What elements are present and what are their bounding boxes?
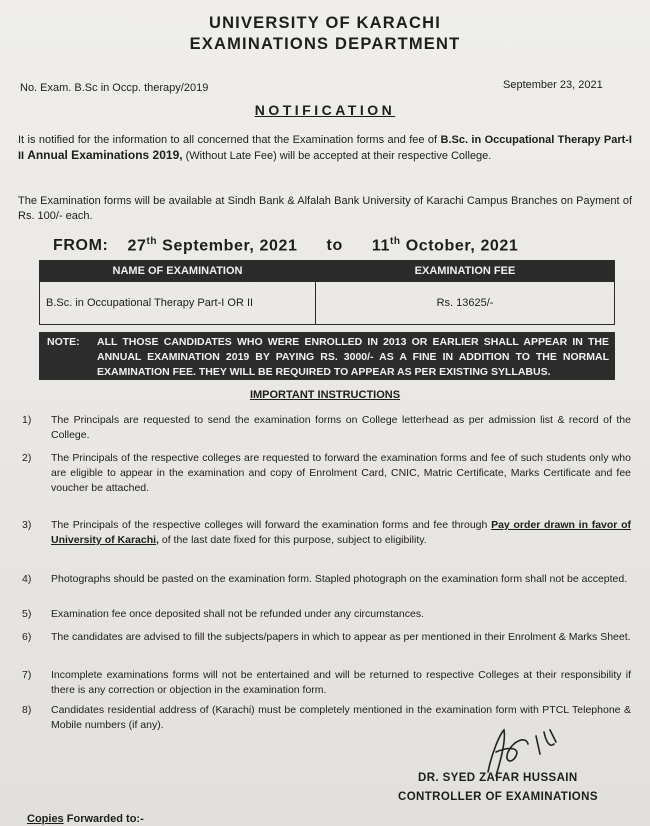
exam-session: Annual Examinations 2019,: [27, 148, 183, 162]
fee-table: [39, 260, 615, 325]
from-label: FROM:: [53, 237, 109, 255]
exam-fee-cell: Rs. 13625/-: [316, 282, 615, 325]
note-box: [39, 332, 615, 380]
note-label: NOTE:: [47, 336, 80, 348]
item-number: 4): [22, 573, 32, 585]
item-text: Incomplete examinations forms will not be entertained and will be returned to respective Colleges at their responsibility if there is any correction or objection in the examination form.: [51, 669, 631, 696]
note-text: ALL THOSE CANDIDATES WHO WERE ENROLLED IN 2013 OR EARLIER SHALL APPEAR IN THE ANNUAL EXAMINATION 2019 BY PAYING RS. 3000/- AS A FINE IN ADDITION TO THE NORMAL EXAMINATION FEE. THEY WILL BE REQUIRED TO APPEAR AS PER EXISTING SYLLABUS.: [97, 336, 609, 378]
notice-text-intro: It is notified for the information to all concerned that the Examination forms and fee of: [18, 134, 438, 146]
item-text: Candidates residential address of (Karachi) must be completely mentioned in the examination form with PTCL Telephone & Mobile numbers (if any).: [51, 704, 631, 731]
item-text: The Principals of the respective colleges are requested to forward the examination forms and fee of such students only who are eligible to appear in the examination and copy of Enrolment Card, CNIC, Matric Certificate, Marks Certificate and fee voucher be attached.: [51, 452, 631, 494]
instructions-heading: IMPORTANT INSTRUCTIONS: [249, 389, 401, 401]
fee-table-header: [40, 261, 615, 282]
signatory-title: CONTROLLER OF EXAMINATIONS: [398, 791, 598, 803]
end-date: October, 2021: [405, 237, 519, 255]
item-text: The candidates are advised to fill the subjects/papers in which to appear as per mentioned in their Enrolment & Marks Sheet.: [51, 631, 631, 643]
notice-text-rest: (Without Late Fee) will be accepted at their respective College.: [185, 150, 492, 162]
notice-paragraph: [18, 133, 632, 164]
item-text: Photographs should be pasted on the examination form. Stapled photograph on the examination form shall not be accepted.: [51, 573, 628, 585]
item-text-end: of the last date fixed for this purpose, subject to eligibility.: [161, 534, 427, 546]
header-exam-fee: EXAMINATION FEE: [316, 261, 615, 282]
to-label: to: [326, 237, 343, 255]
item-text-start: The Principals of the respective colleges will forward the examination forms and fee through: [51, 519, 488, 531]
availability-paragraph: The Examination forms will be available at Sindh Bank & Alfalah Bank University of Karachi Campus Branches on Payment of Rs. 100/- each.: [18, 195, 632, 222]
item-number: 1): [22, 414, 32, 426]
item-number: 5): [22, 608, 32, 620]
signatory-name: DR. SYED ZAFAR HUSSAIN: [418, 772, 578, 784]
item-text: [51, 518, 631, 548]
header-exam-name: NAME OF EXAMINATION: [40, 261, 316, 282]
end-day: 11: [371, 237, 390, 255]
item-number: 2): [22, 452, 32, 464]
schedule-line: [53, 236, 613, 255]
start-suffix: th: [146, 236, 158, 247]
reference-number: No. Exam. B.Sc in Occp. therapy/2019: [20, 82, 209, 94]
copies-rest: Forwarded to:-: [66, 813, 144, 825]
item-number: 3): [22, 519, 32, 531]
copies-forwarded: [27, 813, 144, 825]
program-name: B.Sc. in Occupational Therapy Part-I II: [18, 134, 632, 162]
notification-date: September 23, 2021: [503, 79, 603, 91]
table-row: [40, 282, 615, 325]
end-suffix: th: [390, 236, 401, 247]
item-text: The Principals are requested to send the examination forms on College letterhead as per admission list & record of the College.: [51, 414, 631, 441]
item-number: 6): [22, 631, 32, 643]
item-number: 7): [22, 669, 32, 681]
university-name: UNIVERSITY OF KARACHI: [208, 14, 442, 32]
item-number: 8): [22, 704, 32, 716]
start-date: September, 2021: [162, 237, 298, 255]
department-name: EXAMINATIONS DEPARTMENT: [189, 35, 461, 53]
page-title: NOTIFICATION: [254, 102, 396, 118]
exam-name-cell: B.Sc. in Occupational Therapy Part-I OR II: [40, 282, 316, 325]
item-text: Examination fee once deposited shall not be refunded under any circumstances.: [51, 608, 424, 620]
copies-label: Copies: [27, 813, 64, 825]
start-day: 27: [127, 237, 147, 255]
pay-order-text: Pay order drawn in favor of University of Karachi,: [51, 519, 631, 546]
